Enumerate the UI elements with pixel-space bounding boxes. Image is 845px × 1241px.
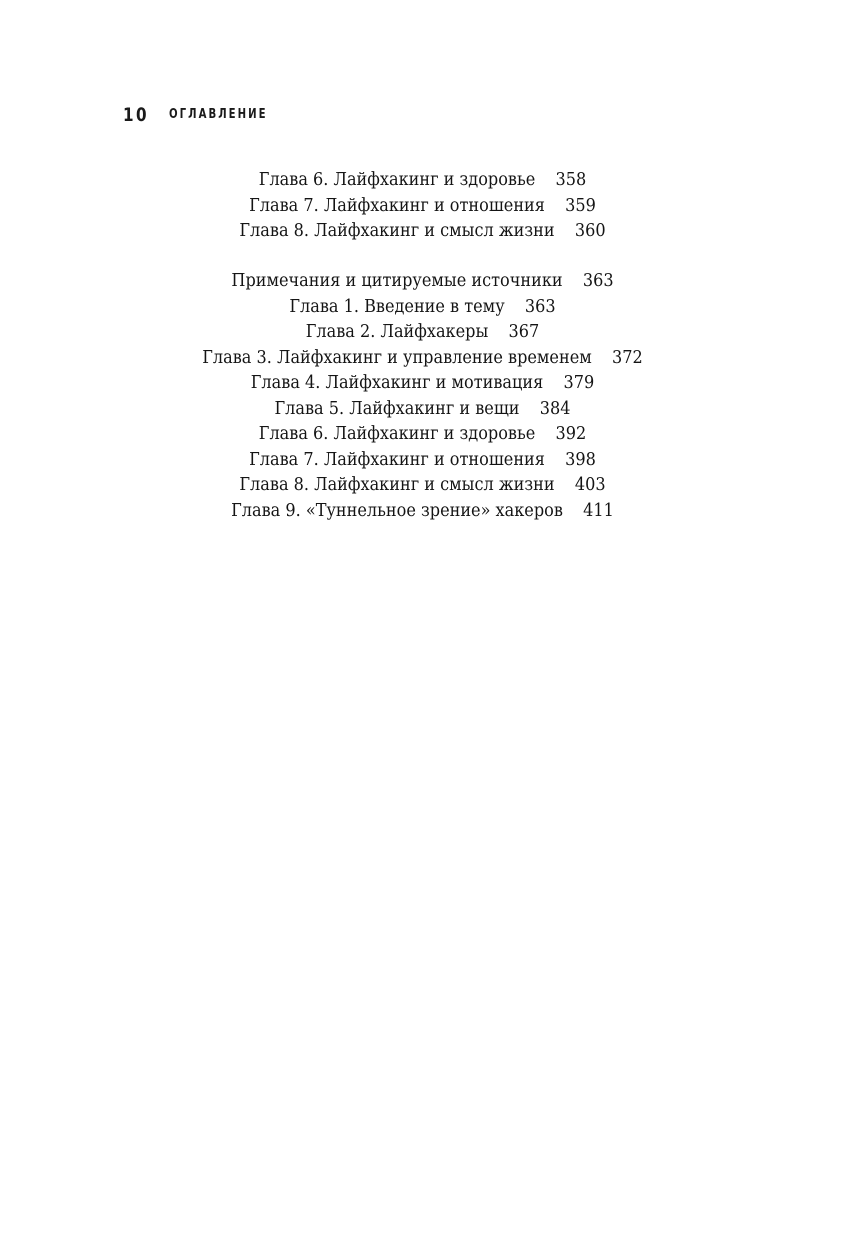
toc-entry-page: 379 <box>563 373 595 393</box>
toc-entry-title: Глава 2. Лайфхакеры <box>305 322 489 342</box>
toc-entry-title: Глава 7. Лайфхакинг и отношения <box>249 195 545 216</box>
toc-entry <box>34 422 811 448</box>
toc-continuation-group <box>0 168 845 245</box>
toc-entry-page: 367 <box>508 322 540 342</box>
toc-entry-title: Глава 7. Лайфхакинг и отношения <box>249 449 545 470</box>
toc-entry <box>34 346 811 372</box>
toc-entry-title: Глава 8. Лайфхакинг и смысл жизни <box>239 221 555 241</box>
toc-entry-title: Глава 9. «Туннельное зрение» хакеров <box>231 500 563 521</box>
toc-entry <box>34 499 811 525</box>
toc-entry <box>34 473 811 499</box>
toc-entry-page: 360 <box>574 221 606 241</box>
toc-entry <box>34 371 811 397</box>
toc-entry-title: Глава 1. Введение в тему <box>289 296 505 317</box>
toc-entry-page: 411 <box>583 500 614 521</box>
toc-entry-page: 363 <box>582 271 614 291</box>
section-title: ОГЛАВЛЕНИЕ <box>169 106 269 122</box>
toc-notes-group <box>0 269 845 524</box>
toc-entry <box>34 397 811 423</box>
running-head <box>123 104 296 125</box>
toc-entry-title: Глава 4. Лайфхакинг и мотивация <box>250 373 544 393</box>
toc-entry-title: Глава 6. Лайфхакинг и здоровье <box>258 424 536 444</box>
toc-entry <box>34 194 811 220</box>
toc-entry <box>34 295 811 321</box>
toc-entry <box>34 448 811 474</box>
toc-entry-page: 359 <box>565 195 596 216</box>
page-number: 10 <box>123 103 149 126</box>
toc-entry-title: Глава 6. Лайфхакинг и здоровье <box>258 170 536 190</box>
toc-entry-title: Глава 3. Лайфхакинг и управление временем <box>202 347 592 368</box>
toc-entry-page: 384 <box>539 398 571 419</box>
toc-entry-page: 358 <box>555 170 587 190</box>
toc-entry-page: 363 <box>524 296 556 317</box>
toc-entry-page: 403 <box>574 475 606 495</box>
toc-entry-title: Примечания и цитируемые источники <box>231 271 563 291</box>
toc-entry-page: 398 <box>565 449 596 470</box>
toc-entry-notes-heading <box>34 269 811 295</box>
toc-entry-title: Глава 5. Лайфхакинг и вещи <box>274 398 520 419</box>
toc-entry-page: 372 <box>611 347 643 368</box>
toc-entry-title: Глава 8. Лайфхакинг и смысл жизни <box>239 475 555 495</box>
toc-entry-page: 392 <box>555 424 587 444</box>
toc-entry <box>34 219 811 245</box>
toc-entry <box>34 320 811 346</box>
toc-entry <box>34 168 811 194</box>
